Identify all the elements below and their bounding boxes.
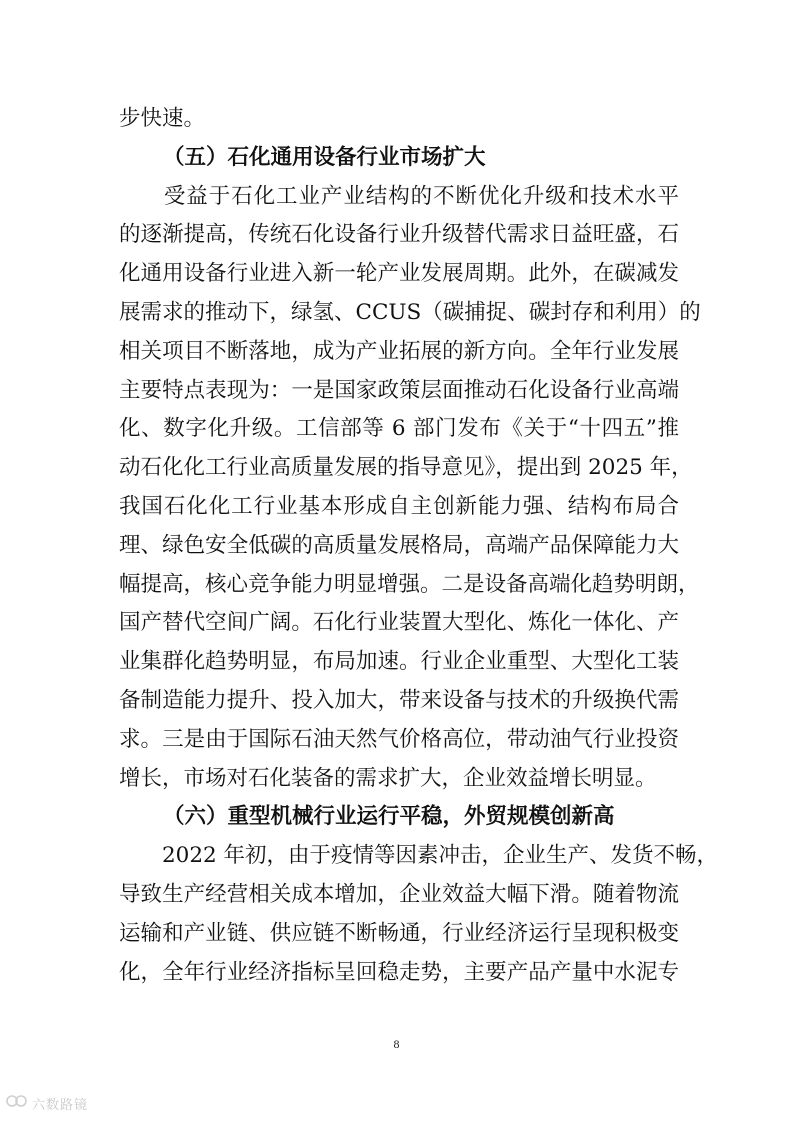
paragraph-line: 业集群化趋势明显，布局加速。行业企业重型、大型化工装: [119, 649, 679, 675]
paragraph-line: 我国石化化工行业基本形成自主创新能力强、结构布局合: [119, 493, 679, 519]
paragraph-line: 化、数字化升级。工信部等 6 部门发布《关于“十四五”推: [119, 416, 679, 442]
watermark-text: 六数路镜: [32, 1097, 89, 1113]
paragraph-line: 求。三是由于国际石油天然气价格高位，带动油气行业投资: [119, 726, 679, 752]
paragraph-line: 受益于石化工业产业结构的不断优化升级和技术水平: [119, 183, 679, 209]
paragraph-line: 运输和产业链、供应链不断畅通，行业经济运行呈现积极变: [119, 920, 679, 946]
paragraph-line: 国产替代空间广阔。石化行业装置大型化、炼化一体化、产: [119, 610, 679, 636]
paragraph-line: 幅提高，核心竞争能力明显增强。二是设备高端化趋势明朗，: [119, 571, 700, 597]
paragraph-line: 化，全年行业经济指标呈回稳走势，主要产品产量中水泥专: [119, 959, 679, 985]
paragraph-line: 步快速。: [119, 106, 206, 131]
watermark: [6, 1093, 88, 1113]
paragraph-line: 主要特点表现为：一是国家政策层面推动石化设备行业高端: [119, 377, 679, 403]
paragraph-line: 的逐渐提高，传统石化设备行业升级替代需求日益旺盛，石: [119, 222, 679, 248]
watermark-logo-icon: [6, 1093, 28, 1113]
document-body: [119, 100, 719, 992]
paragraph-line: 化通用设备行业进入新一轮产业发展周期。此外，在碳减发: [119, 261, 679, 287]
section-heading: （六）重型机械行业运行平稳，外贸规模创新高: [163, 804, 615, 830]
paragraph-line: 理、绿色安全低碳的高质量发展格局，高端产品保障能力大: [119, 532, 679, 558]
paragraph-line: 备制造能力提升、投入加大，带来设备与技术的升级换代需: [119, 687, 679, 713]
paragraph-line: 增长，市场对石化装备的需求扩大，企业效益增长明显。: [119, 765, 657, 791]
paragraph-line: 导致生产经营相关成本增加，企业效益大幅下滑。随着物流: [119, 881, 679, 907]
paragraph-line: 2022 年初，由于疫情等因素冲击，企业生产、发货不畅，: [119, 843, 719, 869]
section-heading: （五）石化通用设备行业市场扩大: [163, 144, 486, 170]
page-number: 8: [393, 1037, 400, 1051]
paragraph-line: 展需求的推动下，绿氢、CCUS（碳捕捉、碳封存和利用）的: [119, 299, 701, 325]
paragraph-line: 动石化化工行业高质量发展的指导意见》，提出到 2025 年，: [119, 455, 693, 481]
paragraph-line: 相关项目不断落地，成为产业拓展的新方向。全年行业发展: [119, 338, 679, 364]
